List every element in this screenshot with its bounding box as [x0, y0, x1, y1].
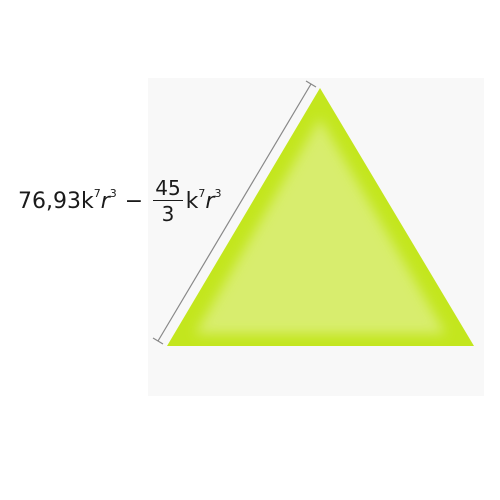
- label-coefficient: 76,93: [18, 188, 81, 214]
- side-length-label: 76,93 k $^7$ r $^3$ − $\frac{45}{3}$ k $^7$ r $^3$: [18, 176, 222, 226]
- label-fraction: [153, 178, 182, 224]
- label-minus: −: [124, 188, 144, 214]
- label-k: k: [80, 188, 94, 214]
- label-r: r: [100, 188, 110, 214]
- fraction-numerator: 45: [155, 176, 181, 200]
- label-k-2: k: [185, 188, 199, 214]
- fraction-denominator: 3: [161, 202, 175, 226]
- label-r-2: r: [205, 188, 215, 214]
